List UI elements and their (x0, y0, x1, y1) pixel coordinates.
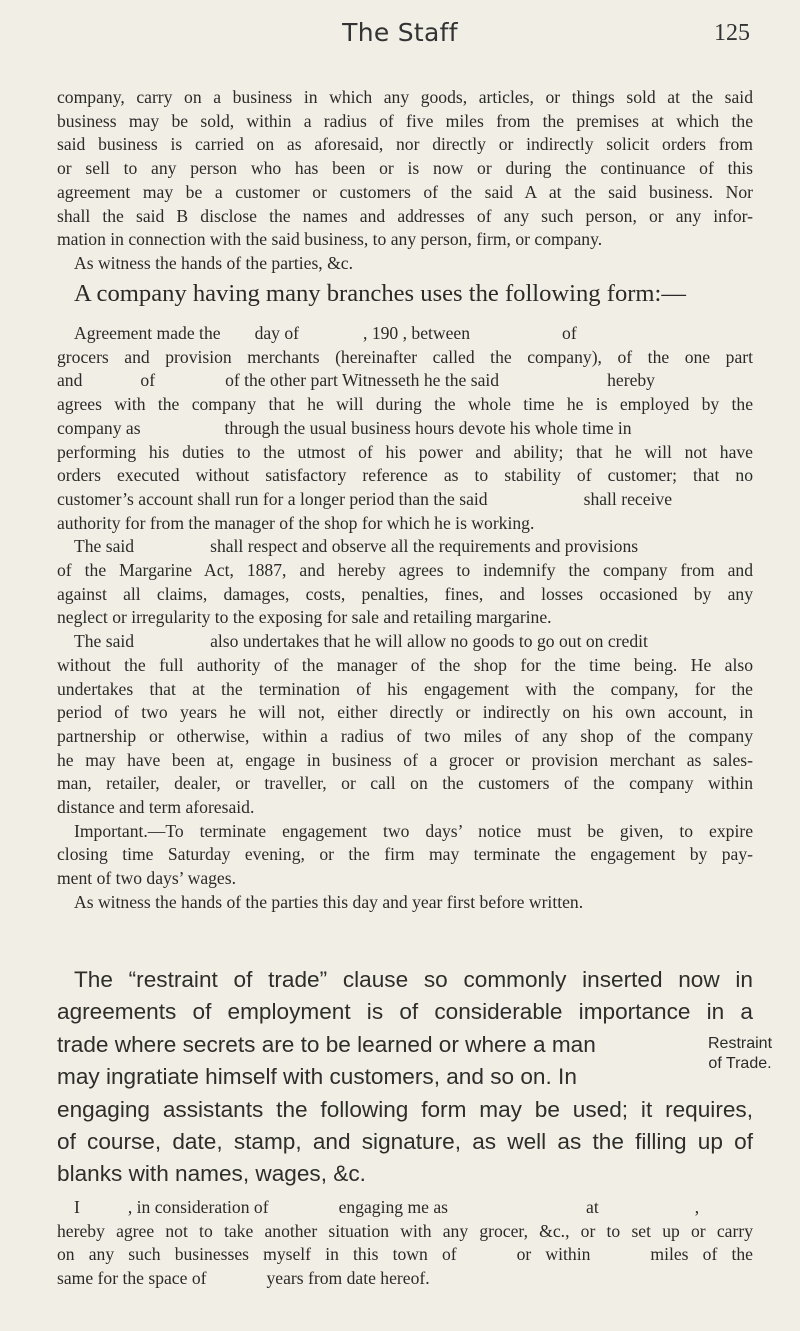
text-line: shall the said B disclose the names and addresses of any such person, or any infor- (57, 205, 753, 226)
text-line: performing his duties to the utmost of his power and ability; that he will not have (57, 441, 753, 462)
heading-text: A company having many branches uses the following form:— (74, 280, 686, 307)
page-number: 125 (714, 20, 750, 46)
agreement-form (57, 322, 753, 915)
margin-note-line: of Trade. (708, 1055, 772, 1072)
text-line: period of two years he will not, either directly or indirectly on his own account, in (57, 702, 753, 723)
text-line: agreement may be a customer or customers of the said A at the said business. Nor (57, 181, 753, 202)
text-line: business may be sold, within a radius of five miles from the premises at which the (57, 110, 753, 131)
text-line: of course, date, stamp, and signature, as well as the filling up of (57, 1129, 753, 1155)
agreement-line-3: and of of the other part Witnesseth he the said hereby (57, 370, 655, 391)
text-line: of the Margarine Act, 1887, and hereby agrees to indemnify the company from and (57, 560, 753, 581)
text-line: or sell to any person who has been or is now or during the continuance of this (57, 158, 753, 179)
agreement-line-1: Agreement made the day of , 190 , between of (74, 323, 577, 343)
text-line: without the full authority of the manager of the shop for the time being. He also (57, 654, 753, 675)
text-line: authority for from the manager of the shop for which he is working. (57, 512, 535, 533)
margin-note-line: Restraint (707, 1035, 773, 1052)
witness-line: As witness the hands of the parties, &c. (74, 252, 354, 273)
text-line: company, carry on a business in which any goods, articles, or things sold at the said (57, 87, 753, 107)
text-line: agreements of employment is of considerable importance in a (57, 999, 753, 1025)
text-line: ment of two days’ wages. (57, 868, 236, 889)
text-line: grocers and provision merchants (hereinafter called the company), of the one part (57, 346, 753, 367)
form-line-3: on any such businesses myself in this town of or within miles of the (57, 1244, 753, 1265)
text-line: Important.—To terminate engagement two days’ notice must be given, to expire (74, 820, 753, 841)
form-line-4: same for the space of years from date hereof. (57, 1268, 430, 1289)
agreement-line-14: The said also undertakes that he will allow no goods to go out on credit (74, 631, 648, 652)
text-line: said business is carried on as aforesaid, nor directly or indirectly solicit orders from (57, 134, 753, 155)
text-line: mation in connection with the said business, to any person, firm, or company. (57, 229, 603, 250)
text-line: closing time Saturday evening, or the firm may terminate the engagement by pay- (57, 844, 753, 865)
text-line: distance and term aforesaid. (57, 797, 255, 818)
text-line: agrees with the company that he will during the whole time he is employed by the (57, 394, 753, 415)
running-title: The Staff (342, 18, 458, 47)
opening-paragraph (57, 86, 753, 276)
agreement-line-5: company as through the usual business hours devote his whole time in (57, 417, 632, 438)
section-heading (57, 278, 753, 310)
page-header (0, 18, 800, 58)
text-line: may ingratiate himself with customers, and so on. In (57, 1064, 577, 1090)
text-line: engaging assistants the following form may be used; it requires, (57, 1096, 753, 1122)
text-line: partnership or otherwise, within a radius of two miles of any shop of the company (57, 725, 753, 746)
text-line: trade where secrets are to be learned or where a man (57, 1031, 596, 1057)
text-line: The “restraint of trade” clause so commonly inserted now in (74, 967, 753, 992)
form-line-1: I , in consideration of engaging me as at , (74, 1197, 700, 1217)
text-line: blanks with names, wages, &c. (57, 1161, 366, 1187)
text-line: man, retailer, dealer, or traveller, or call on the customers of the company within (57, 773, 753, 794)
text-line: hereby agree not to take another situation with any grocer, &c., or to set up or carry (57, 1220, 753, 1241)
text-line: neglect or irregularity to the exposing for sale and retailing margarine. (57, 607, 552, 628)
agreement-line-8: customer’s account shall run for a longer period than the said shall receive (57, 488, 673, 509)
margin-note (690, 1034, 790, 1074)
engagement-form (57, 1196, 753, 1291)
text-line: undertakes that at the termination of his engagement with the company, for the (57, 678, 753, 699)
agreement-line-10: The said shall respect and observe all the requirements and provisions (74, 536, 639, 557)
witness-line: As witness the hands of the parties this day and year first before written. (74, 891, 584, 912)
text-line: orders executed without satisfactory reference as to stability of customer; that no (57, 465, 753, 486)
text-line: against all claims, damages, costs, penalties, fines, and losses occasioned by any (57, 583, 753, 604)
text-line: he may have been at, engage in business of a grocer or provision merchant as sales- (57, 749, 753, 770)
restraint-paragraph (57, 964, 753, 1191)
